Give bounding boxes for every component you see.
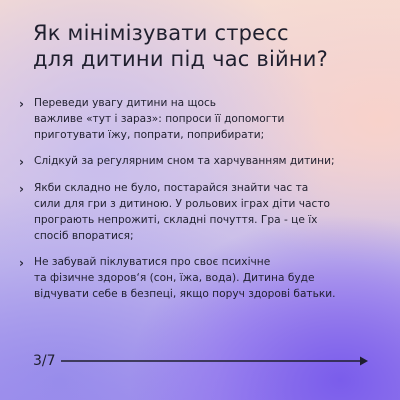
tip-item: [18, 96, 368, 143]
tip-item: [18, 255, 368, 302]
title-line-2: для дитини під час війни?: [33, 47, 328, 71]
tip-line: сили для гри з дитиною. У рольових іграх діти часто: [34, 197, 331, 210]
tip-line: відчувати себе в безпеці, якщо поруч здорові батьки.: [34, 287, 336, 300]
title-line-1: Як мінімізувати стресс: [33, 21, 289, 45]
tip-line: приготувати їжу, попрати, поприбирати;: [34, 128, 265, 141]
tip-line: програють непрожиті, складні почуття. Гра - це їх: [34, 213, 318, 226]
slide-footer: [33, 352, 368, 372]
tip-line: Якби складно не було, постарайся знайти час та: [34, 182, 309, 195]
arrow-right-icon[interactable]: [61, 354, 368, 368]
tip-item: [18, 181, 368, 244]
tip-line: та фізичне здоров‘я (сон, їжа, вода). Дитина буде: [34, 272, 315, 285]
tip-item: [18, 154, 368, 170]
tip-line: Слідкуй за регулярним сном та харчуванням дитини;: [34, 155, 335, 168]
chevron-right-icon: ›: [19, 182, 24, 197]
tip-line: Переведи увагу дитини на щось: [34, 97, 217, 109]
chevron-right-icon: ›: [19, 155, 24, 170]
tip-line: Не забувай піклуватися про своє психічне: [34, 256, 271, 269]
tip-line: важливе «тут і зараз»: попроси її допомогти: [34, 112, 285, 125]
page-indicator: 3/7: [33, 353, 56, 369]
chevron-right-icon: ›: [19, 256, 24, 271]
tip-line: спосіб впоратися;: [34, 229, 134, 242]
tips-list: [18, 96, 368, 314]
chevron-right-icon: ›: [19, 97, 24, 111]
slide-title: [33, 20, 373, 72]
